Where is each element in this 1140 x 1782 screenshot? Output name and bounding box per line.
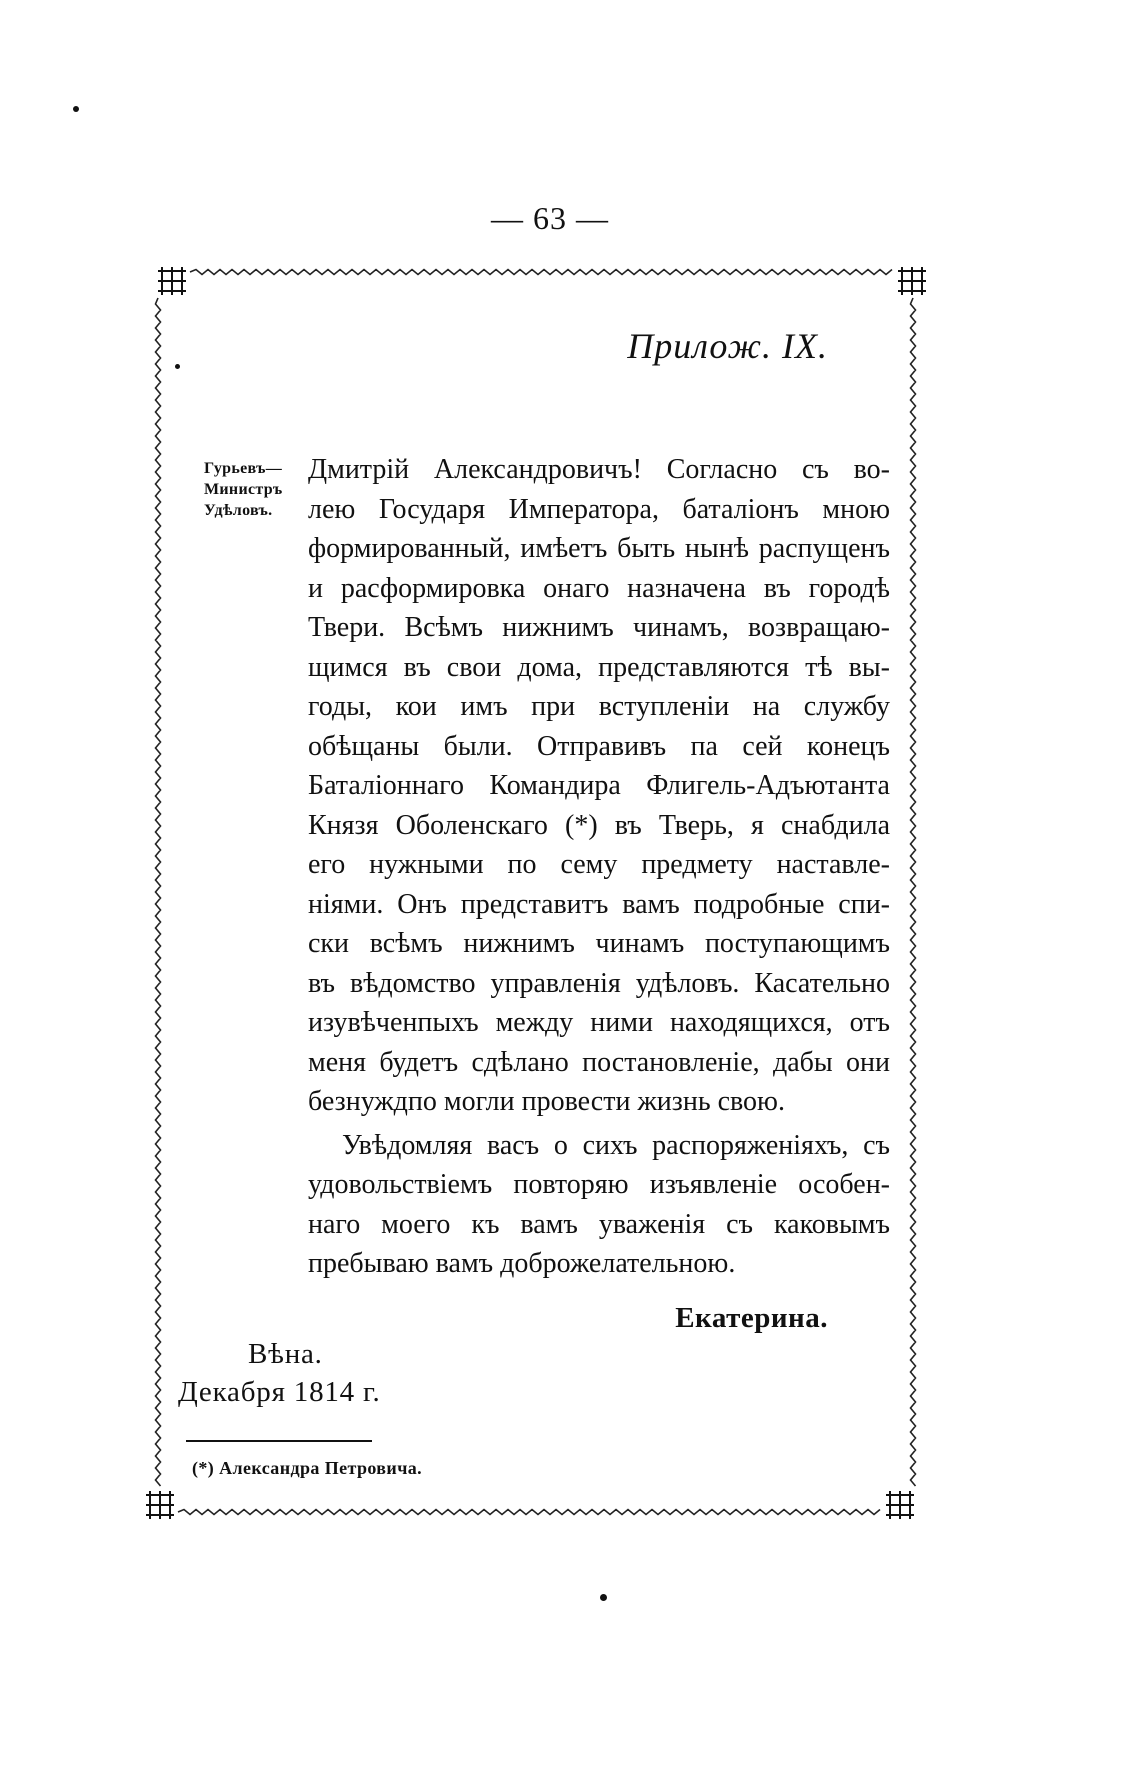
text-line: ніями. Онъ представитъ вамъ подробные спи- — [308, 888, 890, 920]
text-line: Князя Оболенскаго (*) въ Тверь, я снабдила — [308, 809, 890, 841]
border-left-wave — [156, 298, 161, 1486]
text-line: и расформировка онаго назначена въ городѣ — [308, 572, 890, 604]
print-speck — [600, 1594, 607, 1601]
text-line: безнуждпо могли провести жизнь свою. — [308, 1086, 785, 1117]
border-bottom-wave — [178, 1510, 880, 1515]
margin-note-line: Удѣловъ. — [204, 502, 273, 519]
text-line: годы, кои имъ при вступленіи на службу — [308, 691, 890, 722]
text-line: наго моего къ вамъ уваженія съ каковымъ — [308, 1208, 890, 1240]
border-right-wave — [911, 298, 916, 1486]
text-line: Твери. Всѣмъ нижнимъ чинамъ, возвращаю- — [308, 612, 890, 643]
text-line: удовольствіемъ повторяю изъявленіе особен- — [308, 1169, 890, 1200]
signature: Екатерина. — [675, 1302, 828, 1334]
text-line: щимся въ свои дома, представляются тѣ вы- — [308, 651, 890, 683]
text-line: Дмитрій Александровичъ! Согласно съ во- — [308, 454, 890, 485]
letter-body — [308, 450, 890, 1284]
text-line: въ вѣдомство управленія удѣловъ. Касательно — [308, 967, 890, 999]
corner-ornament-bottom-left — [146, 1491, 174, 1519]
print-speck — [73, 106, 79, 112]
print-speck — [175, 364, 180, 369]
margin-note-line: Министръ — [204, 481, 283, 498]
appendix-label: Прилож. IX. — [627, 326, 828, 366]
footnote-rule — [186, 1440, 372, 1442]
margin-note — [204, 458, 304, 521]
letter-paragraph-1 — [308, 450, 890, 1122]
page-number: — 63 — — [491, 200, 609, 236]
text-line: его нужными по сему предмету наставле- — [308, 849, 890, 880]
text-line: пребываю вамъ доброжелательною. — [308, 1248, 736, 1279]
text-line: ски всѣмъ нижнимъ чинамъ поступающимъ — [308, 928, 890, 959]
text-line: меня будетъ сдѣлано постановленіе, дабы они — [308, 1046, 890, 1078]
text-line: формированный, имѣетъ быть нынѣ распущенъ — [308, 533, 890, 564]
letter-paragraph-2 — [308, 1126, 890, 1284]
border-top-wave — [190, 270, 892, 275]
text-line: Баталіоннаго Командира Флигель-Адъютанта — [308, 770, 890, 801]
text-line: лею Государя Императора, баталіонъ мною — [308, 493, 890, 525]
footnote: (*) Александра Петровича. — [192, 1458, 423, 1478]
text-line: Увѣдомляя васъ о сихъ распоряженіяхъ, съ — [342, 1129, 890, 1161]
corner-ornament-bottom-right — [886, 1491, 914, 1519]
letter-place: Вѣна. — [248, 1338, 323, 1370]
corner-ornament-top-left — [158, 267, 186, 295]
text-line: изувѣченпыхъ между ними находящихся, отъ — [308, 1007, 890, 1038]
corner-ornament-top-right — [898, 267, 926, 295]
margin-note-line: Гурьевъ— — [204, 460, 283, 477]
text-line: обѣщаны были. Отправивъ па сей конецъ — [308, 730, 890, 762]
letter-date: Декабря 1814 г. — [178, 1376, 381, 1408]
